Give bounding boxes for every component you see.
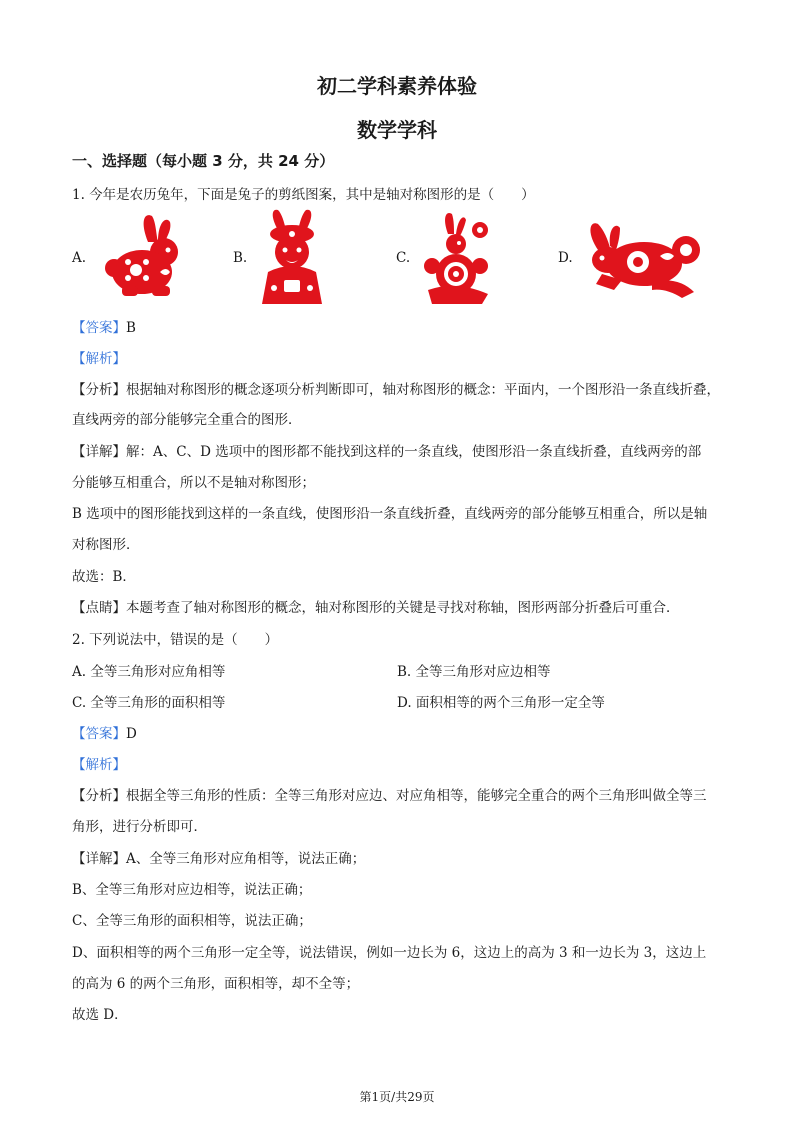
q1-fenxi-text-1: 根据轴对称图形的概念逐项分析判断即可，轴对称图形的概念：平面内，一个图形沿一条直线折叠，	[126, 382, 720, 398]
page-title: 初二学科素养体验	[317, 74, 477, 98]
fenxi-tag: 【分析】	[72, 382, 126, 398]
q1-fenxi-line-2: 直线两旁的部分能够完全重合的图形．	[72, 412, 302, 428]
q1-xiangjie-line-2: 分能够互相重合，所以不是轴对称图形；	[72, 475, 315, 491]
q2-conclusion: 故选 D．	[72, 1007, 128, 1023]
rabbit-papercut-a-image	[100, 212, 190, 300]
section-heading: 一、选择题（每小题 3 分，共 24 分）	[72, 152, 335, 170]
dianjing-tag: 【点睛】	[72, 600, 126, 616]
q2-xiangjie-text-1: A、全等三角形对应角相等，说法正确；	[126, 851, 366, 867]
rabbit-papercut-d-image	[582, 216, 702, 300]
q1-option-a-label: A.	[72, 250, 87, 266]
answer-tag: 【答案】	[72, 726, 126, 742]
fenxi-tag: 【分析】	[72, 788, 126, 804]
q1-option-d-label: D.	[558, 250, 573, 266]
q2-option-d: D. 面积相等的两个三角形一定全等	[397, 695, 605, 711]
q2-option-c: C. 全等三角形的面积相等	[72, 695, 226, 711]
rabbit-papercut-c-image	[418, 210, 498, 306]
q1-xiangjie-line-1	[72, 440, 701, 460]
q1-xiangjie-line-4: 对称图形．	[72, 537, 140, 553]
q2-jiexi-tag: 【解析】	[72, 757, 126, 773]
answer-tag: 【答案】	[72, 320, 126, 336]
q1-option-b-label: B.	[233, 250, 248, 266]
q2-xiangjie-line-4: D、面积相等的两个三角形一定全等，说法错误，例如一边长为 6，这边上的高为 3 和一边长为 3，这边上	[72, 945, 707, 961]
q2-xiangjie-line-3: C、全等三角形的面积相等，说法正确；	[72, 913, 312, 929]
q2-fenxi-line-1	[72, 784, 707, 804]
q1-fenxi-line-1	[72, 378, 720, 398]
q1-jiexi-tag: 【解析】	[72, 351, 126, 367]
q2-xiangjie-line-2: B、全等三角形对应边相等，说法正确；	[72, 882, 312, 898]
q2-answer	[72, 722, 137, 742]
xiangjie-tag: 【详解】	[72, 851, 126, 867]
page-subtitle: 数学学科	[357, 118, 437, 142]
rabbit-papercut-b-image	[252, 208, 332, 308]
q1-xiangjie-text-1: 解：A、C、D 选项中的图形都不能找到这样的一条直线，使图形沿一条直线折叠，直线两旁的部	[126, 444, 702, 460]
q1-xiangjie-line-3: B 选项中的图形能找到这样的一条直线，使图形沿一条直线折叠，直线两旁的部分能够互相重合，所以是轴	[72, 506, 708, 522]
q2-option-b: B. 全等三角形对应边相等	[397, 664, 551, 680]
q2-fenxi-text-1: 根据全等三角形的性质：全等三角形对应边、对应角相等，能够完全重合的两个三角形叫做全等三	[126, 788, 707, 804]
q2-stem: 2. 下列说法中，错误的是（ ）	[72, 632, 279, 648]
q1-stem: 1. 今年是农历兔年，下面是兔子的剪纸图案，其中是轴对称图形的是（ ）	[72, 187, 535, 203]
q1-answer-value: B	[126, 320, 136, 336]
q2-answer-value: D	[126, 726, 137, 742]
q1-answer	[72, 316, 136, 336]
q1-conclusion: 故选：B．	[72, 569, 136, 585]
q1-dianjing	[72, 596, 680, 616]
page-number: 第1页/共29页	[359, 1090, 435, 1104]
q2-option-a: A. 全等三角形对应角相等	[72, 664, 226, 680]
q2-fenxi-line-2: 角形，进行分析即可．	[72, 819, 207, 835]
q2-xiangjie-line-1	[72, 847, 365, 867]
q2-xiangjie-line-5: 的高为 6 的两个三角形，面积相等，却不全等；	[72, 976, 360, 992]
q1-dianjing-text: 本题考查了轴对称图形的概念，轴对称图形的关键是寻找对称轴，图形两部分折叠后可重合．	[126, 600, 680, 616]
q1-option-c-label: C.	[396, 250, 411, 266]
xiangjie-tag: 【详解】	[72, 444, 126, 460]
